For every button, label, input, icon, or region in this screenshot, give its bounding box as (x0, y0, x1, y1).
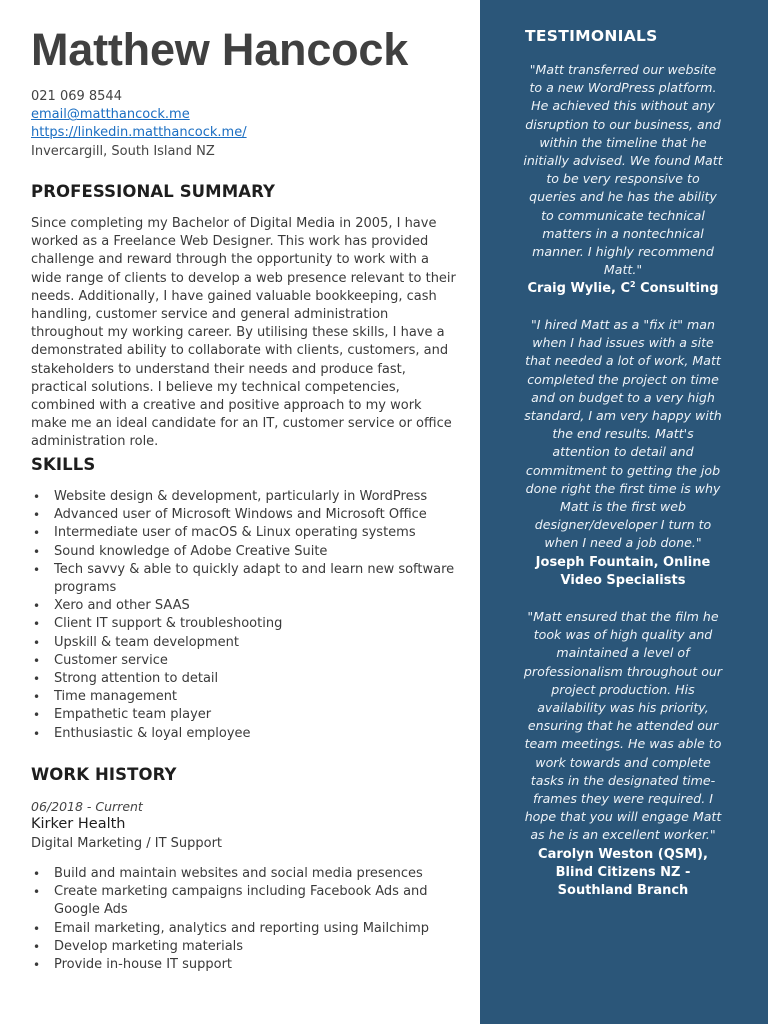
bullet-icon: • (33, 490, 41, 504)
testimonial-quote: "Matt transferred our website to a new WordPress platform. He achieved this without any disruption to our business, and within the timeline that he initially advised. We found Matt to be very responsive to queries and he has the ability to communicate technical matters in a nontechnical manner. I highly recommend Matt." (523, 62, 723, 278)
bullet-icon: • (33, 526, 41, 541)
duty-item-text: Provide in-house IT support (54, 957, 233, 973)
bullet-icon: • (33, 921, 41, 936)
skill-item-text: Upskill & team development (54, 634, 239, 650)
skill-item-text: Advanced user of Microsoft Windows and Microsoft Office (54, 507, 427, 523)
testimonial-1 (522, 61, 724, 299)
duty-item-text: Create marketing campaigns including Facebook Ads and Google Ads (54, 884, 428, 918)
skill-item-text: Client IT support & troubleshooting (54, 616, 283, 632)
job-date: 06/2018 - Current (31, 799, 143, 814)
bullet-icon: • (33, 653, 41, 668)
duty-item (31, 865, 456, 883)
skill-item (31, 725, 456, 743)
skill-item (31, 615, 456, 633)
bullet-icon: • (33, 708, 41, 723)
location: Invercargill, South Island NZ (31, 143, 215, 159)
testimonial-3 (522, 608, 724, 900)
email-link[interactable]: email@matthancock.me (31, 107, 190, 123)
duty-item (31, 883, 456, 919)
skill-item-text: Intermediate user of macOS & Linux operating systems (54, 525, 416, 541)
skill-item-text: Tech savvy & able to quickly adapt to and learn new software programs (54, 561, 455, 596)
job-title: Digital Marketing / IT Support (31, 836, 223, 851)
skill-item-text: Customer service (54, 652, 168, 668)
bullet-icon: • (33, 672, 41, 687)
bullet-icon: • (33, 599, 41, 614)
duty-item-text: Develop marketing materials (54, 938, 244, 954)
phone-number: 021 069 8544 (31, 89, 122, 104)
bullet-icon: • (33, 635, 41, 650)
job-duties-list (31, 865, 456, 974)
skill-item (31, 506, 456, 524)
linkedin-link[interactable]: https://linkedin.matthancock.me/ (31, 125, 247, 141)
skill-item (31, 488, 456, 506)
bullet-icon: • (33, 544, 41, 559)
skill-item (31, 597, 456, 615)
contact-block (31, 88, 247, 161)
skill-item (31, 706, 456, 724)
duty-item (31, 956, 456, 974)
skill-item-text: Sound knowledge of Adobe Creative Suite (54, 543, 328, 559)
skill-item-text: Xero and other SAAS (54, 598, 190, 614)
testimonial-quote: "Matt ensured that the film he took was of high quality and maintained a level of professionalism throughout our project production. His availability was his priority, ensuring that he attended our team meetings. He was able to work towards and complete tasks in the designated time-frames they were required. I hope that you will engage Matt as he is an excellent worker." (523, 609, 723, 843)
skill-item (31, 634, 456, 652)
skill-item-text: Website design & development, particularly in WordPress (54, 489, 428, 504)
skill-item-text: Time management (54, 689, 178, 705)
testimonial-author: Joseph Fountain, Online Video Specialists (535, 554, 711, 588)
duty-item-text: Build and maintain websites and social media presences (54, 866, 423, 881)
skill-item-text: Enthusiastic & loyal employee (54, 725, 251, 741)
skill-item (31, 670, 456, 688)
testimonials-sidebar (480, 0, 768, 1024)
skills-heading: SKILLS (31, 455, 96, 474)
bullet-icon: • (33, 617, 41, 632)
summary-heading: PROFESSIONAL SUMMARY (31, 182, 276, 201)
bullet-icon: • (33, 726, 41, 741)
job-company: Kirker Health (31, 816, 126, 832)
duty-item (31, 920, 456, 938)
summary-text: Since completing my Bachelor of Digital Media in 2005, I have worked as a Freelance Web Designer. This work has provided challenge and reward through the opportunity to work with a wide range of clients to develop a web presence relevant to their needs. Additionally, I have gained valuable bookkeeping, cash handling, customer service and general administration throughout my working career. By utilising these skills, I have a demonstrated ability to collaborate with clients, customers, and stakeholders to understand their needs and produce fast, practical solutions. I believe my technical competencies, combined with a creative and positive approach to my work make me an ideal candidate for an IT, customer service or office administration role. (31, 216, 456, 450)
duty-item-text: Email marketing, analytics and reporting using Mailchimp (54, 920, 430, 936)
duty-item (31, 938, 456, 956)
bullet-icon: • (33, 958, 41, 973)
skill-item (31, 524, 456, 542)
testimonial-2 (522, 316, 724, 590)
work-history-heading: WORK HISTORY (31, 765, 177, 784)
testimonials-heading: TESTIMONIALS (525, 27, 658, 45)
skill-item (31, 652, 456, 670)
testimonial-author: Carolyn Weston (QSM), Blind Citizens NZ - Southland Branch (538, 846, 708, 899)
testimonial-quote: "I hired Matt as a "fix it" man when I had issues with a site that needed a lot of work, Matt completed the project on time and on budget to a very high standard, I am very happy with the end results. Matt's attention to detail and commitment to getting the job done right the first time is why Matt is the first web designer/developer I turn to when I need a job done." (524, 317, 722, 551)
bullet-icon: • (33, 885, 41, 900)
bullet-icon: • (33, 562, 41, 577)
skill-item-text: Strong attention to detail (54, 671, 219, 687)
skill-item-text: Empathetic team player (54, 707, 212, 723)
skill-item (31, 561, 456, 597)
skill-item (31, 688, 456, 706)
bullet-icon: • (33, 690, 41, 705)
candidate-name: Matthew Hancock (31, 24, 409, 75)
bullet-icon: • (33, 508, 41, 523)
bullet-icon: • (33, 939, 41, 954)
skill-item (31, 543, 456, 561)
bullet-icon: • (33, 867, 41, 881)
testimonial-author: Craig Wylie, $C^2$ Consulting (527, 280, 719, 297)
skills-list (31, 488, 456, 743)
